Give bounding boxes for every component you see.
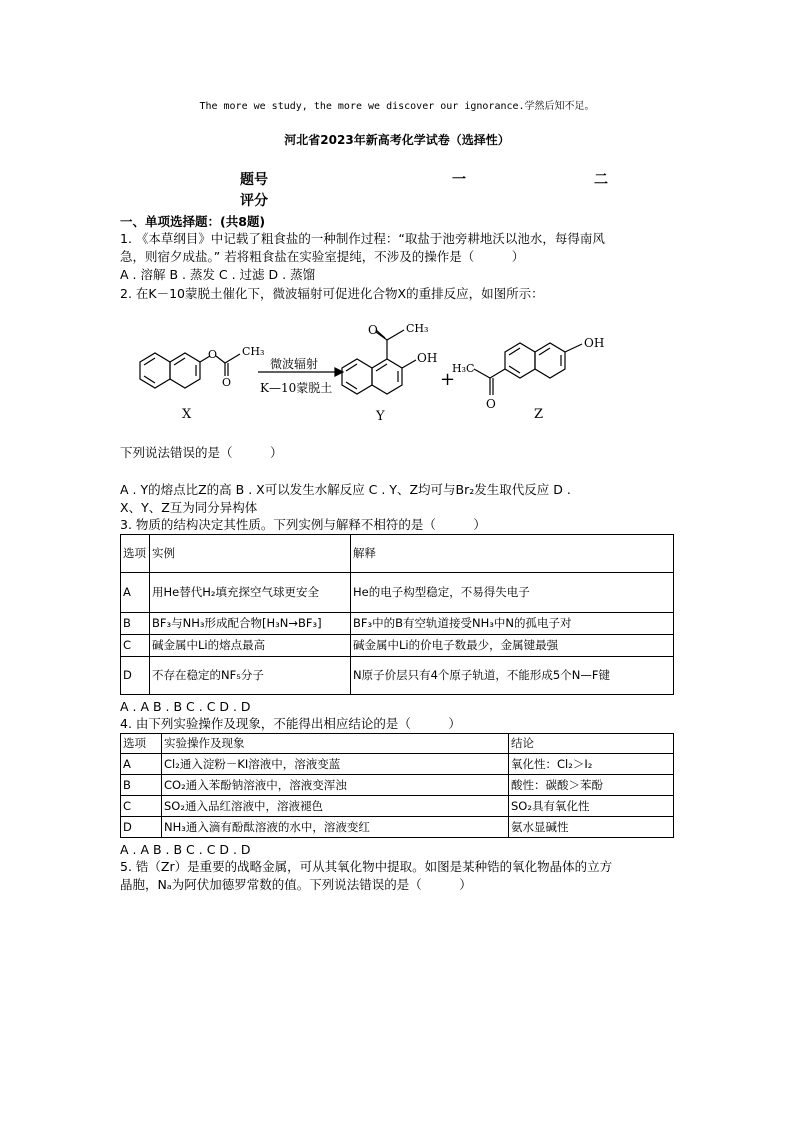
table-cell: SO₂具有氧化性 — [509, 796, 674, 817]
q2-prompt: 下列说法错误的是（ ） — [120, 445, 283, 460]
table-row — [121, 635, 674, 657]
compound-z-label: Z — [534, 407, 544, 422]
z-h3c-label: H₃C — [452, 362, 475, 375]
table-cell: 氧化性：Cl₂＞I₂ — [509, 754, 674, 775]
table-cell: 碱金属中Li的价电子数最少，金属键最强 — [351, 635, 674, 657]
arrow-bottom-label: K—10蒙脱土 — [260, 381, 333, 395]
compound-y-label: Y — [376, 409, 385, 424]
q1-text-line1: 1. 《本草纲目》中记载了粗食盐的一种制作过程：“取盐于池旁耕地沃以池水，每得南风 — [120, 231, 605, 246]
table-cell: SO₂通入品红溶液中，溶液褪色 — [162, 796, 509, 817]
q4-head-option: 选项 — [121, 734, 162, 754]
table-cell: BF₃与NH₃形成配合物[H₃N→BF₃] — [150, 613, 351, 635]
table-row — [121, 796, 674, 817]
table-cell: B — [121, 613, 150, 635]
table-cell: BF₃中的B有空轨道接受NH₃中N的孤电子对 — [351, 613, 674, 635]
arrow-top-label: 微波辐射 — [270, 357, 319, 371]
q4-text-line1: 4. 由下列实验操作及现象，不能得出相应结论的是（ ） — [120, 716, 461, 731]
header-motto: The more we study, the more we discover our ignorance.学然后知不足。 — [199, 101, 595, 112]
table-cell: D — [121, 657, 150, 695]
reaction-diagram — [110, 310, 630, 430]
q4-head-conclusion: 结论 — [509, 734, 674, 754]
q4-options: A . A B . B C . C D . D — [120, 842, 251, 857]
table-row — [121, 754, 674, 775]
q3-options: A . A B . B C . C D . D — [120, 699, 251, 714]
q2-text-line1: 2. 在K－10蒙脱土催化下，微波辐射可促进化合物X的重排反应，如图所示： — [120, 286, 544, 301]
q4-head-operation: 实验操作及现象 — [162, 734, 509, 754]
table-row — [121, 613, 674, 635]
table-cell: He的电子构型稳定，不易得失电子 — [351, 573, 674, 613]
table-row — [121, 657, 674, 695]
q3-head-explain: 解释 — [351, 535, 674, 573]
table-row — [121, 573, 674, 613]
table-cell: CO₂通入苯酚钠溶液中，溶液变浑浊 — [162, 775, 509, 796]
table-header-row — [121, 734, 674, 754]
z-oh-label: OH — [584, 336, 605, 350]
table-cell: 用He替代H₂填充探空气球更安全 — [150, 573, 351, 613]
table-row — [121, 775, 674, 796]
q5-text-line1: 5. 锆（Zr）是重要的战略金属，可从其氧化物中提取。如图是某种锆的氧化物晶体的立方 — [120, 859, 613, 874]
table-header-row — [121, 535, 674, 573]
table-cell: 碱金属中Li的熔点最高 — [150, 635, 351, 657]
table-cell: D — [121, 817, 162, 838]
score-row-label: 评分 — [240, 193, 268, 209]
table-row — [121, 817, 674, 838]
y-oh-label: OH — [417, 351, 438, 365]
compound-x-label: X — [182, 407, 192, 422]
table-cell: C — [121, 635, 150, 657]
table-cell: A — [121, 754, 162, 775]
x-carbonyl-o-label: O — [222, 376, 232, 389]
q3-head-option: 选项 — [121, 535, 150, 573]
table-cell: 氨水显碱性 — [509, 817, 674, 838]
q3-table — [120, 534, 674, 695]
z-o-label: O — [486, 397, 496, 411]
table-cell: C — [121, 796, 162, 817]
table-cell: A — [121, 573, 150, 613]
q5-text-line2: 晶胞，Nₐ为阿伏加德罗常数的值。下列说法错误的是（ ） — [120, 877, 472, 892]
section-heading: 一、单项选择题：(共8题) — [120, 214, 266, 229]
x-o-label: O — [208, 348, 218, 361]
q4-table — [120, 733, 674, 838]
x-ch3-label: CH₃ — [242, 345, 265, 358]
plus-sign: + — [440, 369, 456, 390]
table-cell: Cl₂通入淀粉－KI溶液中，溶液变蓝 — [162, 754, 509, 775]
q3-text-line1: 3. 物质的结构决定其性质。下列实例与解释不相符的是（ ） — [120, 517, 486, 532]
score-col-1: 一 — [452, 172, 466, 188]
table-cell: NH₃通入滴有酚酞溶液的水中，溶液变红 — [162, 817, 509, 838]
page-title: 河北省2023年新高考化学试卷（选择性） — [284, 133, 510, 147]
y-o-label: O — [368, 323, 378, 337]
q3-head-example: 实例 — [150, 535, 351, 573]
q1-text-line2: 急，则宿夕成盐。” 若将粗食盐在实验室提纯，不涉及的操作是（ ） — [120, 249, 525, 264]
table-cell: 酸性：碳酸＞苯酚 — [509, 775, 674, 796]
score-col-2: 二 — [594, 172, 608, 188]
table-cell: 不存在稳定的NF₅分子 — [150, 657, 351, 695]
q1-options: A . 溶解 B . 蒸发 C . 过滤 D . 蒸馏 — [120, 267, 316, 282]
y-ch3-label: CH₃ — [406, 322, 429, 335]
table-cell: B — [121, 775, 162, 796]
score-col-label: 题号 — [240, 172, 268, 188]
q2-options-line1: A . Y的熔点比Z的高 B . X可以发生水解反应 C . Y、Z均可与Br₂发生取代反应 D . — [120, 482, 571, 497]
table-cell: N原子价层只有4个原子轨道，不能形成5个N—F键 — [351, 657, 674, 695]
q2-options-line2: X、Y、Z互为同分异构体 — [120, 500, 258, 515]
